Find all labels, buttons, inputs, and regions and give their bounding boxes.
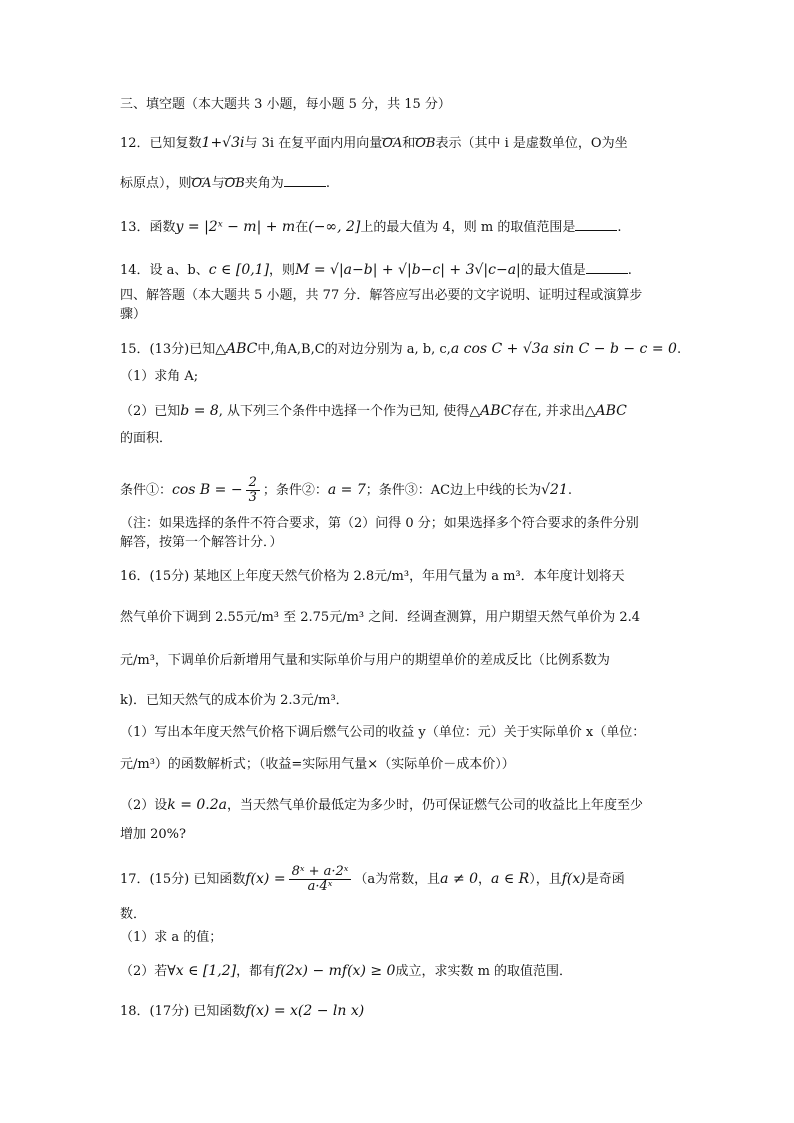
fraction-two-thirds bbox=[246, 476, 260, 505]
question-16-line-2 bbox=[120, 609, 680, 627]
question-17-part-2 bbox=[120, 962, 680, 981]
condition-3-value: √21 bbox=[541, 482, 568, 498]
period: . bbox=[325, 176, 330, 191]
condition-1-label: 条件①： bbox=[120, 483, 173, 498]
section-3-heading bbox=[120, 96, 680, 114]
q15-text: 的面积． bbox=[120, 431, 173, 446]
question-15-conditions bbox=[120, 470, 680, 510]
q13-function: y = |2ˣ − m| + m bbox=[175, 219, 296, 235]
q16-part-1-text: 元/m³）的函数解析式；（收益=实际用气量×（实际单价－成本价）） bbox=[120, 757, 515, 772]
q15-note-text: （注：如果选择的条件不符合要求，第（2）问得 0 分；如果选择多个符合要求的条件分别 bbox=[120, 516, 639, 531]
q17-text: ），且 bbox=[529, 872, 562, 887]
q16-text: k)．已知天然气的成本价为 2.3元/m³． bbox=[120, 693, 349, 708]
answer-blank[interactable] bbox=[575, 218, 617, 231]
q13-text: 13．函数 bbox=[120, 220, 176, 235]
q17-text: 是奇函 bbox=[585, 872, 625, 887]
q12-text: 和 bbox=[402, 136, 416, 151]
question-18 bbox=[120, 1002, 680, 1021]
q12-text: 与 3i 在复平面内用向量 bbox=[244, 136, 383, 151]
q15-part-1-text: （1）求角 A; bbox=[120, 369, 199, 384]
fraction-numerator: 8ˣ + a·2ˣ bbox=[289, 865, 352, 880]
q17-part-2-text: 成立，求实数 m 的取值范围． bbox=[395, 964, 573, 979]
question-16-part-2-line-1 bbox=[120, 796, 680, 815]
question-13 bbox=[120, 218, 680, 237]
q14-text: 的最大值是 bbox=[520, 263, 586, 278]
question-16-part-1-line-1 bbox=[120, 724, 680, 742]
q15-text: 存在, 并求出 bbox=[511, 404, 585, 419]
triangle-abc: △ABC bbox=[584, 403, 627, 419]
q16-part-2-text: （2）设 bbox=[120, 798, 168, 813]
question-15-part-1 bbox=[120, 368, 680, 386]
triangle-abc: △ABC bbox=[215, 341, 258, 357]
question-16-line-3 bbox=[120, 652, 680, 670]
vector-ob: ‿‿ OB bbox=[225, 175, 245, 193]
answer-blank[interactable] bbox=[586, 261, 628, 274]
vector-oa: ‿‿ OA bbox=[192, 175, 212, 193]
q18-function: f(x) = x(2 − ln x) bbox=[245, 1003, 365, 1019]
period: . bbox=[567, 483, 572, 498]
question-16-line-4 bbox=[120, 692, 680, 710]
q15-equation: a cos C + √3a sin C − b − c = 0 bbox=[450, 341, 677, 357]
q17-fx: f(x) bbox=[561, 871, 586, 887]
question-17-line-1 bbox=[120, 858, 680, 900]
q18-text: 18．(17分) 已知函数 bbox=[120, 1004, 246, 1019]
q17-function-fraction bbox=[289, 865, 352, 894]
q17-part-2-text: （2）若 bbox=[120, 964, 168, 979]
q12-text: 表示（其中 i 是虚数单位，O为坐 bbox=[435, 136, 628, 151]
section-4-heading-text: 四、解答题（本大题共 5 小题，共 77 分．解答应写出必要的文字说明、证明过程或演算步 bbox=[120, 288, 643, 303]
question-15-note-line-2 bbox=[120, 534, 680, 552]
q17-a-nonzero: a ≠ 0 bbox=[440, 871, 479, 887]
q14-text: 14．设 a、b、 bbox=[120, 263, 209, 278]
q12-complex-number: 1+√3i bbox=[201, 135, 245, 151]
q15-text: 中,角A,B,C的对边分别为 a, b, c, bbox=[257, 342, 451, 357]
comma: ， bbox=[478, 872, 492, 887]
q17-text: 数． bbox=[120, 907, 147, 922]
question-15-line-1 bbox=[120, 340, 680, 359]
q15-text: , 从下列三个条件中选择一个作为已知, 使得 bbox=[218, 404, 470, 419]
question-12-line-1 bbox=[120, 134, 680, 153]
question-17-line-2 bbox=[120, 906, 680, 924]
condition-2-expression: a = 7 bbox=[327, 482, 366, 498]
period: . bbox=[617, 220, 622, 235]
vector-ob: ‿‿ OB bbox=[415, 135, 435, 153]
period: . bbox=[627, 263, 632, 278]
q16-k-expression: k = 0.2a bbox=[167, 797, 228, 813]
q13-text: 上的最大值为 4，则 m 的取值范围是 bbox=[360, 220, 576, 235]
question-16-part-2-line-2 bbox=[120, 826, 680, 844]
triangle-abc: △ABC bbox=[469, 403, 512, 419]
fraction-denominator: a·4ˣ bbox=[307, 879, 333, 894]
question-16-line-1 bbox=[120, 568, 680, 586]
question-16-part-1-line-2 bbox=[120, 756, 680, 774]
section-4-heading-line-1 bbox=[120, 287, 680, 305]
q14-expression: M = √|a−b| + √|b−c| + 3√|c−a| bbox=[295, 262, 521, 278]
q15-text: （2）已知 bbox=[120, 404, 181, 419]
condition-2-label: ；条件②： bbox=[262, 483, 328, 498]
q14-condition: c ∈ [0,1] bbox=[208, 262, 270, 278]
q16-text: 元/m³，下调单价后新增用气量和实际单价与用户的期望单价的差成反比（比例系数为 bbox=[120, 653, 610, 668]
q17-text: 17．(15分) 已知函数 bbox=[120, 872, 246, 887]
section-3-heading-text: 三、填空题（本大题共 3 小题，每小题 5 分，共 15 分） bbox=[120, 97, 451, 112]
q16-part-2-text: ，当天然气单价最低定为多少时，仍可保证燃气公司的收益比上年度至少 bbox=[227, 798, 644, 813]
q17-forall-condition: ∀x ∈ [1,2] bbox=[167, 963, 237, 979]
q17-inequality: f(2x) − mf(x) ≥ 0 bbox=[275, 963, 396, 979]
fraction-numerator: 2 bbox=[246, 476, 260, 491]
vector-oa: ‿‿ OA bbox=[382, 135, 402, 153]
q16-text: 然气单价下调到 2.55元/m³ 至 2.75元/m³ 之间．经调查测算，用户期望天然气单价为 2.4 bbox=[120, 610, 641, 625]
fraction-denominator: 3 bbox=[248, 490, 257, 505]
q17-text: （a为常数，且 bbox=[354, 872, 441, 887]
section-4-heading-line-2 bbox=[120, 306, 680, 324]
q14-text: ，则 bbox=[269, 263, 296, 278]
q16-part-2-text: 增加 20%? bbox=[120, 827, 186, 842]
q15-b-value: b = 8 bbox=[180, 403, 219, 419]
q16-text: 16．(15分) 某地区上年度天然气价格为 2.8元/m³，年用气量为 a m³．本年度计划将天 bbox=[120, 569, 625, 584]
q12-text: 与 bbox=[211, 176, 225, 191]
q17-function-lhs: f(x) = bbox=[245, 871, 286, 887]
question-12-line-2 bbox=[120, 174, 680, 193]
q17-part-1-text: （1）求 a 的值； bbox=[120, 930, 223, 945]
q12-text: 标原点），则 bbox=[120, 176, 192, 191]
q12-text: 12．已知复数 bbox=[120, 136, 202, 151]
q16-part-1-text: （1）写出本年度天然气价格下调后燃气公司的收益 y（单位：元）关于实际单价 x（单位： bbox=[120, 725, 646, 740]
q13-interval: (−∞, 2] bbox=[308, 219, 361, 235]
q13-text: 在 bbox=[295, 220, 309, 235]
section-4-heading-text: 骤） bbox=[120, 307, 147, 322]
q17-part-2-text: ，都有 bbox=[236, 964, 276, 979]
condition-1-expression: cos B = − bbox=[172, 482, 243, 498]
question-17-part-1 bbox=[120, 929, 680, 947]
answer-blank[interactable] bbox=[284, 174, 326, 187]
question-15-part-2-line-1 bbox=[120, 402, 680, 421]
q17-a-real: a ∈ R bbox=[491, 871, 530, 887]
question-15-part-2-line-2 bbox=[120, 430, 680, 448]
question-15-note-line-1 bbox=[120, 515, 680, 533]
q15-note-text: 解答，按第一个解答计分．） bbox=[120, 535, 283, 550]
period: . bbox=[676, 342, 682, 357]
condition-3-label: ；条件③：AC边上中线的长为 bbox=[365, 483, 542, 498]
q12-text: 夹角为 bbox=[244, 176, 284, 191]
q15-text: 15．(13分)已知 bbox=[120, 342, 216, 357]
question-14 bbox=[120, 261, 680, 280]
